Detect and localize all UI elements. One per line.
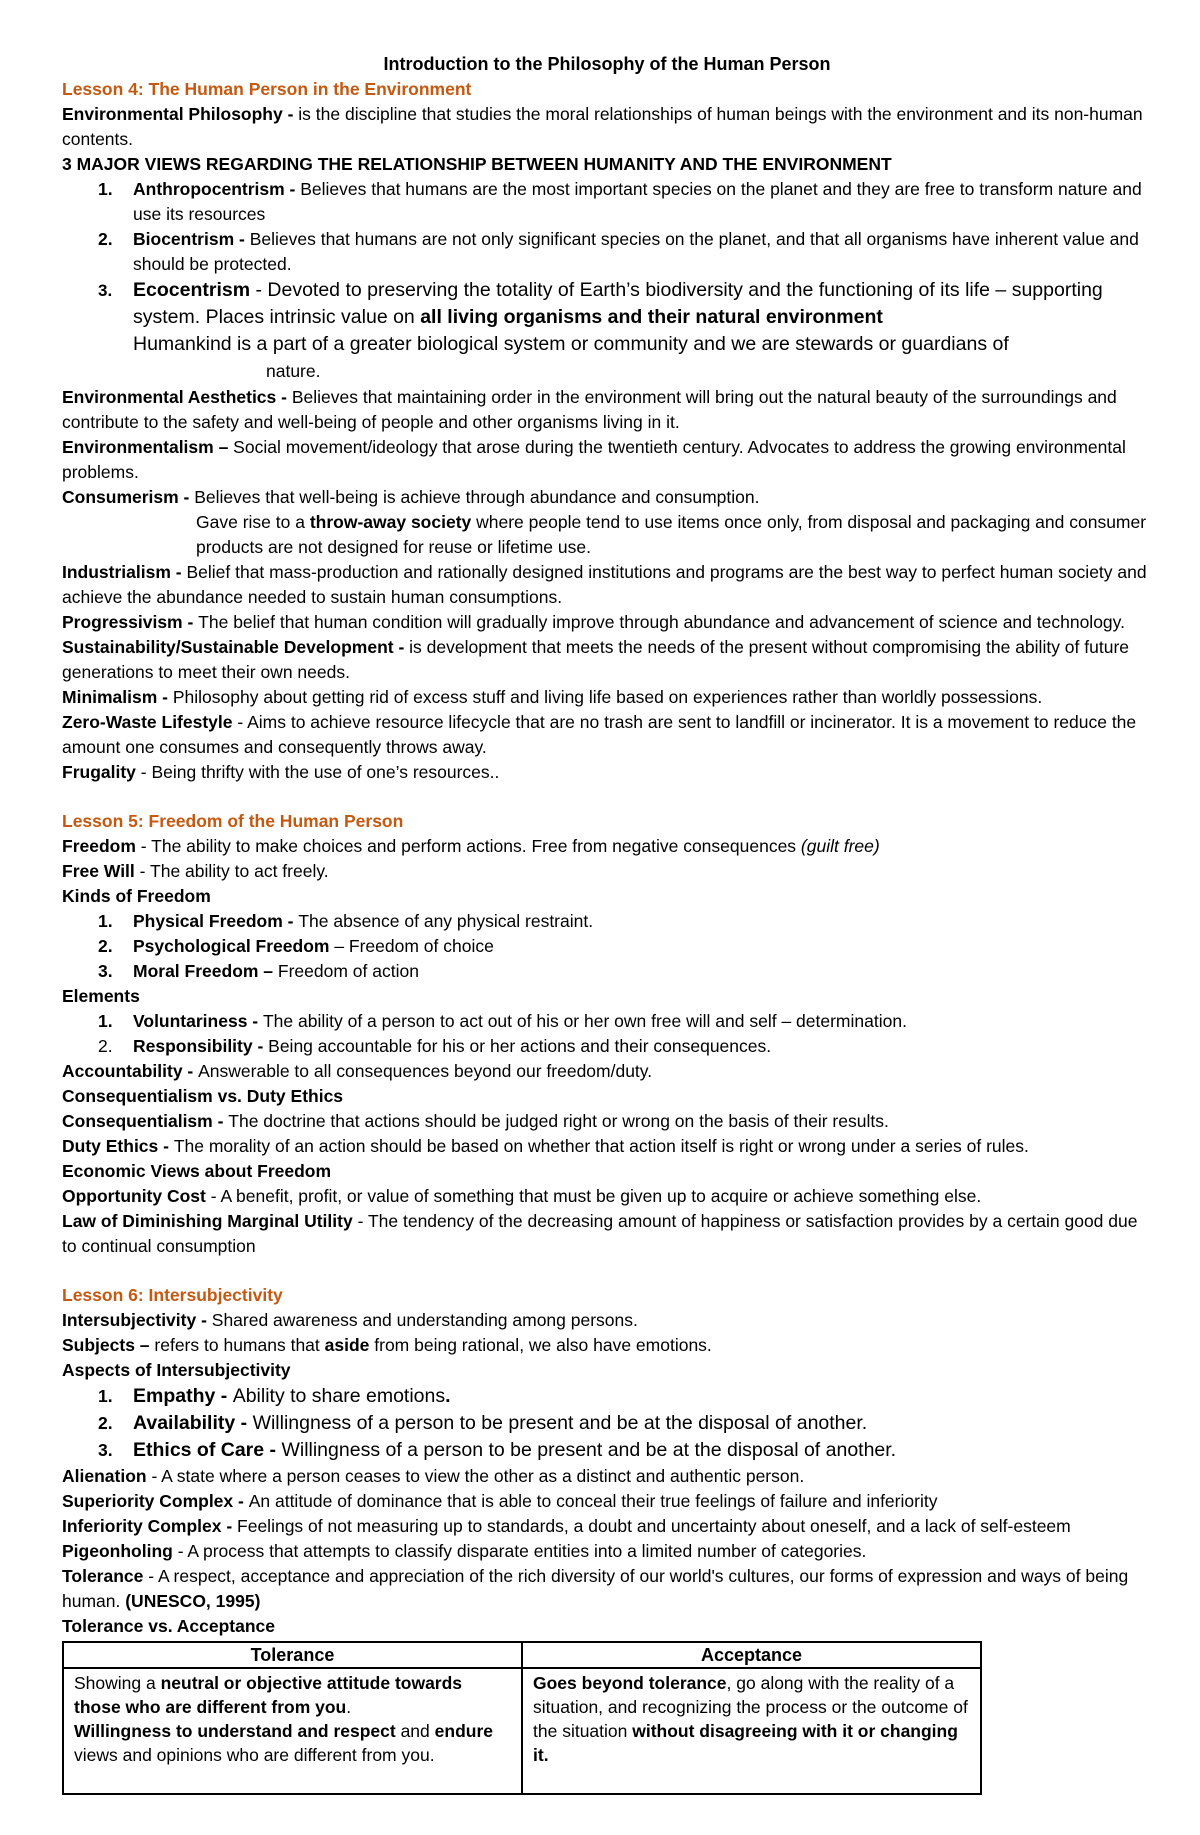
def-free-will: Free Will - The ability to act freely. — [62, 861, 329, 881]
aspects-list — [62, 1383, 1152, 1464]
col-header-acceptance: Acceptance — [522, 1642, 981, 1668]
list-item: 2. Responsibility - Being accountable for his or her actions and their consequences. — [98, 1036, 772, 1056]
def-environmental-aesthetics: Environmental Aesthetics - Believes that maintaining order in the environment will bring out the natural beauty of the surroundings and contribute to the safety and well-being of people and other organisms living in it. — [62, 387, 1117, 432]
tva-heading: Tolerance vs. Acceptance — [62, 1616, 276, 1636]
list-item: 3. Moral Freedom – Freedom of action — [98, 961, 419, 981]
def-sustainability: Sustainability/Sustainable Development - is development that meets the needs of the present without compromising the ability of future generations to meet their own needs. — [62, 637, 1130, 682]
definition: is the discipline that studies the moral relationships of human beings with the environment and its non-human contents. — [62, 104, 1143, 149]
table-row — [63, 1668, 981, 1794]
document-title: Introduction to the Philosophy of the Human Person — [383, 54, 831, 74]
def-diminishing-utility: Law of Diminishing Marginal Utility - The tendency of the decreasing amount of happiness or satisfaction provides by a certain good due to continual consumption — [62, 1211, 1138, 1256]
cell-tolerance: Showing a neutral or objective attitude towards those who are different from you. Willingness to understand and respect and endure views and opinions who are different from you. — [63, 1668, 522, 1794]
def-superiority-complex: Superiority Complex - An attitude of dominance that is able to conceal their true feelings of failure and inferiority — [62, 1491, 938, 1511]
lesson-4-heading: Lesson 4: The Human Person in the Environment — [62, 79, 472, 99]
col-header-tolerance: Tolerance — [63, 1642, 522, 1668]
kinds-heading: Kinds of Freedom — [62, 886, 211, 906]
list-item: 2. Availability - Willingness of a person to be present and be at the disposal of another. — [98, 1412, 868, 1434]
cell-acceptance: Goes beyond tolerance, go along with the reality of a situation, and recognizing the process or the outcome of the situation without disagreeing with it or changing it. — [522, 1668, 981, 1794]
list-item: 2. Psychological Freedom – Freedom of choice — [98, 936, 494, 956]
def-accountability: Accountability - Answerable to all consequences beyond our freedom/duty. — [62, 1061, 653, 1081]
list-item: 1. Anthropocentrism - Believes that humans are the most important species on the planet and they are free to transform nature and use its resources — [98, 179, 1142, 224]
aspects-heading: Aspects of Intersubjectivity — [62, 1360, 291, 1380]
lesson-5-heading: Lesson 5: Freedom of the Human Person — [62, 811, 404, 831]
lesson-6-heading: Lesson 6: Intersubjectivity — [62, 1285, 283, 1305]
list-item: 1. Physical Freedom - The absence of any physical restraint. — [98, 911, 594, 931]
def-pigeonholing: Pigeonholing - A process that attempts to classify disparate entities into a limited number of categories. — [62, 1541, 867, 1561]
elements-list — [62, 1009, 1152, 1059]
table-header-row — [63, 1642, 981, 1668]
def-minimalism: Minimalism - Philosophy about getting rid of excess stuff and living life based on experiences rather than worldly possessions. — [62, 687, 1043, 707]
def-environmental-philosophy — [62, 102, 1152, 152]
list-item: 3. Ecocentrism - Devoted to preserving the totality of Earth’s biodiversity and the functioning of its life – supporting system. Places intrinsic value on all living organisms and their natural environment Humankind is a part of a greater biological system or community and we are stewards or guardians of nature. — [98, 279, 1103, 381]
elements-heading: Elements — [62, 986, 140, 1006]
consumerism-extra: Gave rise to a throw-away society where people tend to use items once only, from disposal and packaging and consumer products are not designed for reuse or lifetime use. — [196, 512, 1147, 557]
def-industrialism: Industrialism - Belief that mass-production and rationally designed institutions and programs are the best way to perfect human society and achieve the abundance needed to sustain human consumptions. — [62, 562, 1147, 607]
list-item: 1. Empathy - Ability to share emotions. — [98, 1385, 451, 1407]
def-alienation: Alienation - A state where a person ceases to view the other as a distinct and authentic person. — [62, 1466, 805, 1486]
list-item: 2. Biocentrism - Believes that humans are not only significant species on the planet, and that all organisms have inherent value and should be protected. — [98, 229, 1139, 274]
def-intersubjectivity: Intersubjectivity - Shared awareness and understanding among persons. — [62, 1310, 638, 1330]
def-environmentalism: Environmentalism – Social movement/ideology that arose during the twentieth century. Advocates to address the growing environmental problems. — [62, 437, 1126, 482]
def-tolerance: Tolerance - A respect, acceptance and appreciation of the rich diversity of our world's cultures, our forms of expression and ways of being human. (UNESCO, 1995) — [62, 1566, 1129, 1611]
views-list — [62, 177, 1152, 385]
def-progressivism: Progressivism - The belief that human condition will gradually improve through abundance and advancement of science and technology. — [62, 612, 1125, 632]
def-subjects: Subjects – refers to humans that aside from being rational, we also have emotions. — [62, 1335, 712, 1355]
def-inferiority-complex: Inferiority Complex - Feelings of not measuring up to standards, a doubt and uncertainty about oneself, and a lack of self-esteem — [62, 1516, 1071, 1536]
term: Environmental Philosophy - — [62, 104, 299, 124]
def-freedom: Freedom - The ability to make choices and perform actions. Free from negative consequences (guilt free) — [62, 836, 880, 856]
list-item: 1. Voluntariness - The ability of a person to act out of his or her own free will and self – determination. — [98, 1011, 907, 1031]
list-item: 3. Ethics of Care - Willingness of a person to be present and be at the disposal of another. — [98, 1439, 897, 1461]
def-consumerism: Consumerism - Believes that well-being is achieve through abundance and consumption. — [62, 487, 760, 507]
cvd-heading: Consequentialism vs. Duty Ethics — [62, 1086, 344, 1106]
def-opportunity-cost: Opportunity Cost - A benefit, profit, or value of something that must be given up to acquire or achieve something else. — [62, 1186, 982, 1206]
tolerance-acceptance-table — [62, 1641, 982, 1795]
econ-heading: Economic Views about Freedom — [62, 1161, 332, 1181]
kinds-list — [62, 909, 1152, 984]
def-frugality: Frugality - Being thrifty with the use of one’s resources.. — [62, 762, 500, 782]
def-zero-waste: Zero-Waste Lifestyle - Aims to achieve resource lifecycle that are no trash are sent to landfill or incinerator. It is a movement to reduce the amount one consumes and consequently throws away. — [62, 712, 1137, 757]
document-page — [62, 52, 1152, 1795]
def-consequentialism: Consequentialism - The doctrine that actions should be judged right or wrong on the basis of their results. — [62, 1111, 889, 1131]
views-heading: 3 MAJOR VIEWS REGARDING THE RELATIONSHIP BETWEEN HUMANITY AND THE ENVIRONMENT — [62, 154, 892, 174]
def-duty-ethics: Duty Ethics - The morality of an action should be based on whether that action itself is right or wrong under a series of rules. — [62, 1136, 1029, 1156]
